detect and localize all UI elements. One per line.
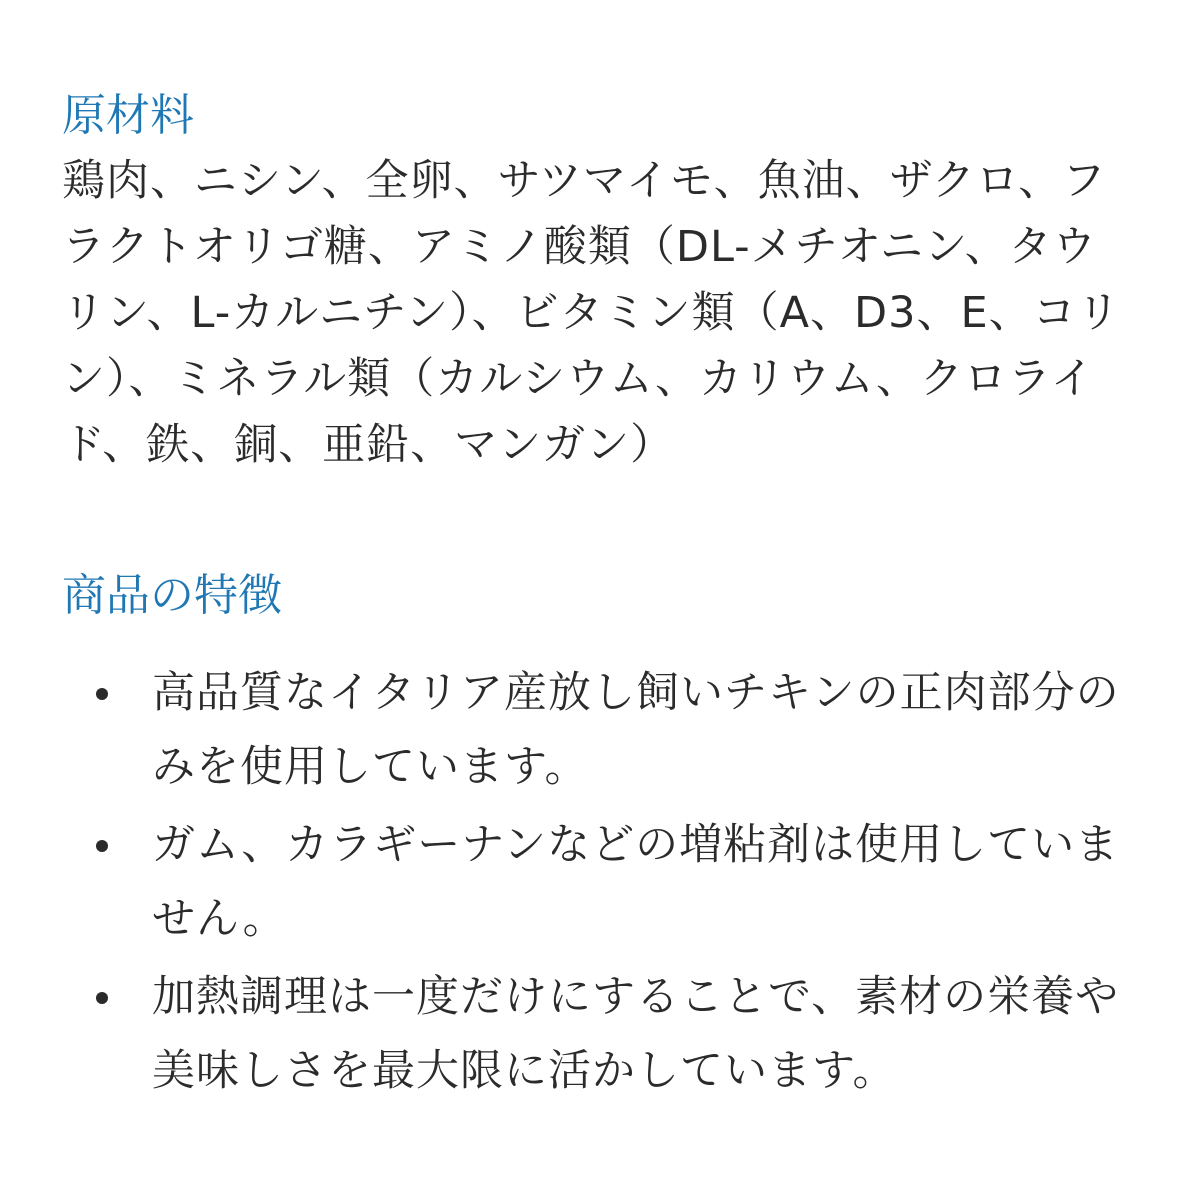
feature-text: 加熱調理は一度だけにすることで、素材の栄養や美味しさを最大限に活かしています。 (152, 972, 1120, 1096)
ingredients-text: 鶏肉、ニシン、全卵、サツマイモ、魚油、ザクロ、フラクトオリゴ糖、アミノ酸類（DL-メチオニン、タウリン、L-カルニチン）、ビタミン類（A、D3、E、コリン）、ミネラル類（カルシウム、カリウム、クロライド、鉄、銅、亜鉛、マンガン） (62, 156, 1121, 470)
features-heading: 商品の特徴 (62, 570, 282, 621)
features-list (62, 656, 1122, 1108)
bullet-icon (96, 688, 108, 700)
feature-item (62, 808, 1122, 956)
product-description (62, 84, 1122, 1112)
feature-item (62, 960, 1122, 1108)
bullet-icon (96, 840, 108, 852)
feature-text: 高品質なイタリア産放し飼いチキンの正肉部分のみを使用しています。 (152, 668, 1120, 792)
feature-text: ガム、カラギーナンなどの増粘剤は使用していません。 (152, 820, 1120, 944)
feature-item (62, 656, 1122, 804)
ingredients-heading: 原材料 (62, 90, 194, 141)
bullet-icon (96, 992, 108, 1004)
